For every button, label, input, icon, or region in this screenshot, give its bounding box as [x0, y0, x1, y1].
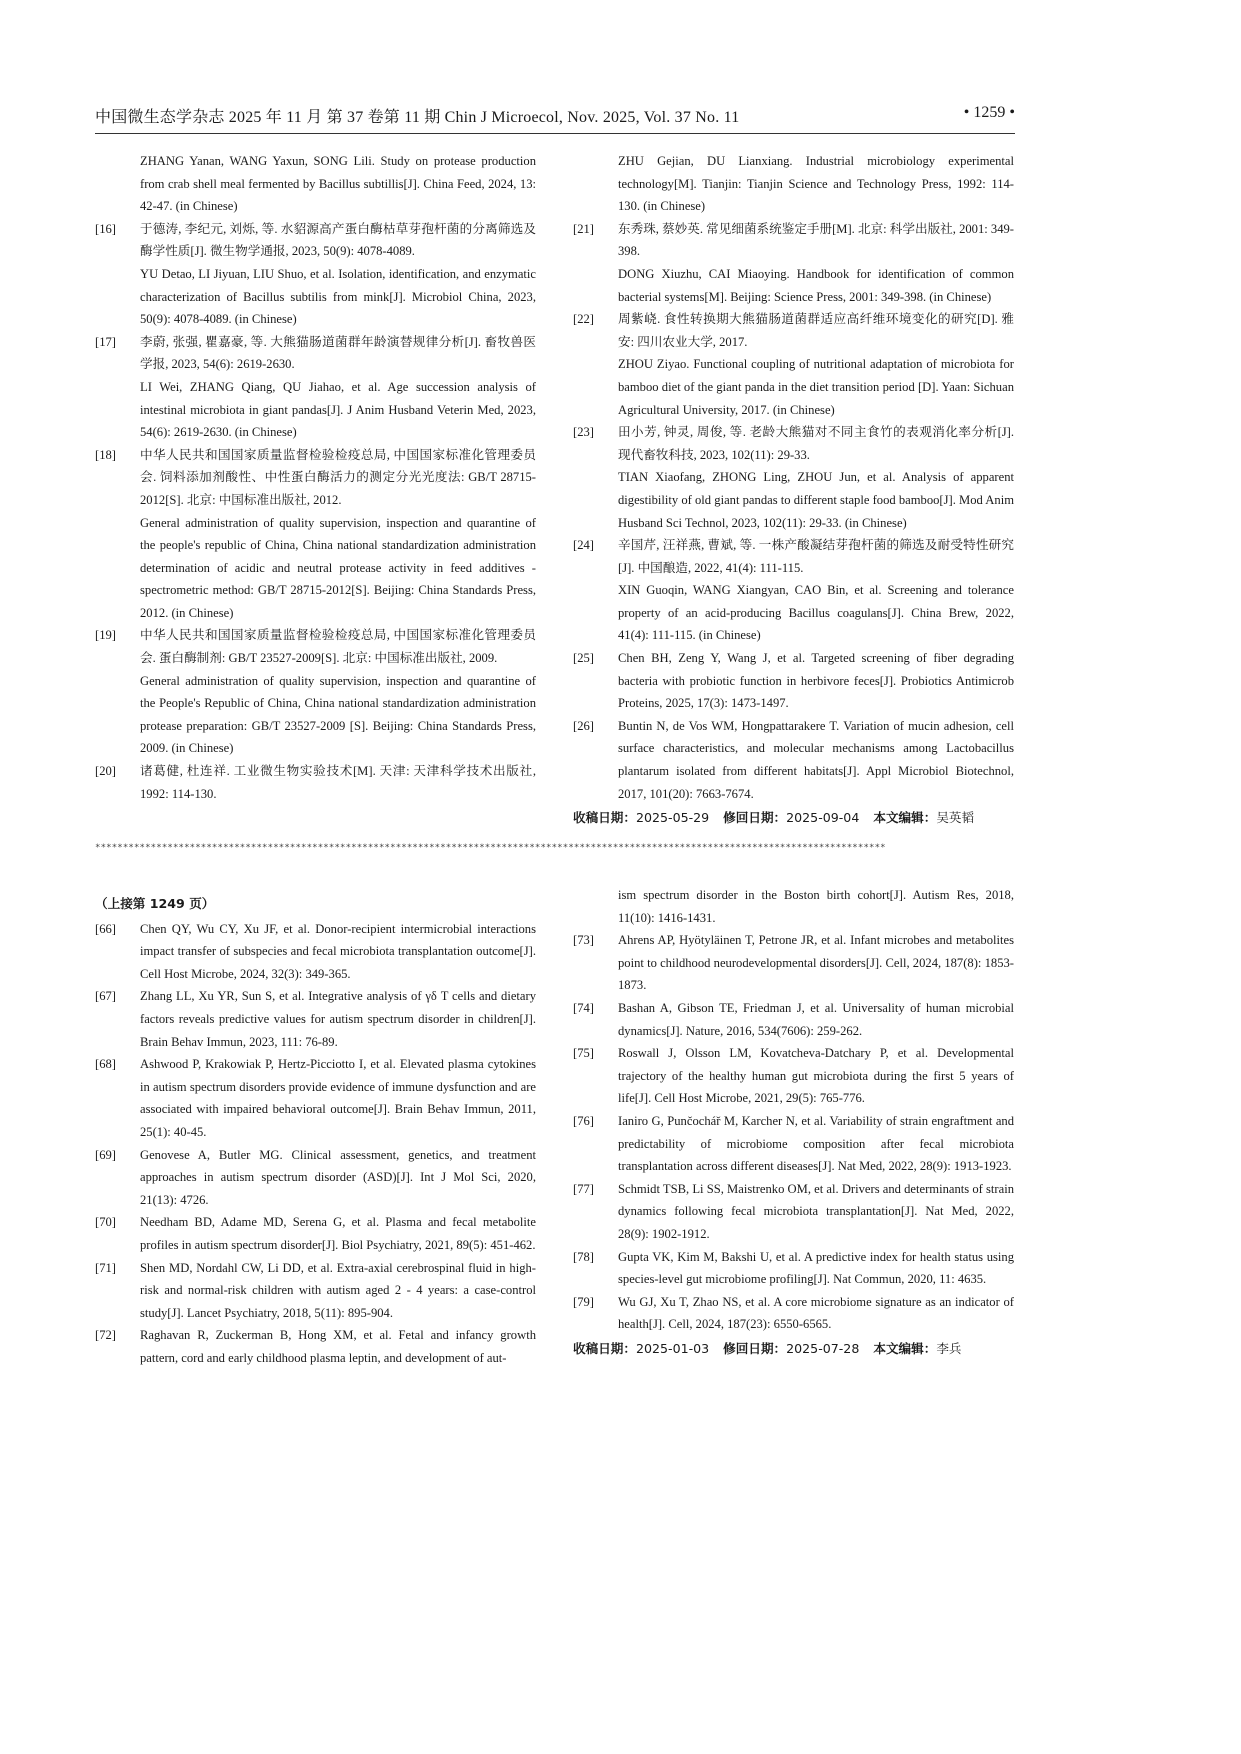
reference-text: Needham BD, Adame MD, Serena G, et al. Plasma and fecal metabolite profiles in autism spectrum disorder[J]. Biol Psychiatry, 2021, 89(5): 451-462.: [140, 1215, 536, 1252]
reference-number: [77]: [573, 1181, 594, 1196]
reference-number: [69]: [95, 1147, 116, 1162]
page-number: • 1259 •: [963, 104, 1015, 121]
reference-continuation: [573, 150, 1014, 218]
reference-item: [95, 760, 536, 805]
reference-text: LI Wei, ZHANG Qiang, QU Jiahao, et al. Age succession analysis of intestinal microbiota in giant pandas[J]. J Anim Husband Veterin Med, 2023, 54(6): 2619-2630. (in Chinese): [140, 379, 536, 440]
article-dates: [573, 807, 1014, 830]
reference-text: Zhang LL, Xu YR, Sun S, et al. Integrative analysis of γδ T cells and dietary factors reveals predictive values for autism spectrum disorder in children[J]. Brain Behav Immun, 2023, 111: 76-89.: [140, 989, 536, 1049]
reference-text: ZHANG Yanan, WANG Yaxun, SONG Lili. Study on protease production from crab shell meal fermented by Bacillus subtillis[J]. China Feed, 2024, 13: 42-47. (in Chinese): [140, 154, 536, 214]
reference-item: [573, 1291, 1014, 1336]
continued-note: [95, 893, 536, 916]
revised-date: 2025-09-04: [786, 810, 860, 826]
editor-name: 李兵: [936, 1340, 962, 1356]
revised-date: 2025-07-28: [786, 1340, 860, 1356]
reference-text: Chen BH, Zeng Y, Wang J, et al. Targeted screening of fiber degrading bacteria with probiotic function in herbivore feces[J]. Probiotics Antimicrob Proteins, 2025, 17(3): 1473-1497.: [618, 651, 1014, 711]
reference-item: [95, 985, 536, 1053]
reference-item: [573, 647, 1014, 715]
reference-number: [68]: [95, 1057, 116, 1072]
reference-item: [95, 1324, 536, 1369]
reference-text: TIAN Xiaofang, ZHONG Ling, ZHOU Jun, et al. Analysis of apparent digestibility of old giant pandas to different staple food bamboo[J]. Mod Anim Husband Sci Technol, 2023, 102(11): 29-33. (in Chinese): [618, 470, 1014, 530]
revised-date-label: 修回日期：: [723, 1340, 787, 1356]
received-date-label: 收稿日期：: [573, 1340, 636, 1356]
upper-left-column: [95, 150, 536, 805]
reference-text: 中华人民共和国国家质量监督检验检疫总局, 中国国家标准化管理委员会. 蛋白酶制剂: GB/T 23527-2009[S]. 北京: 中国标准出版社, 2009.: [140, 628, 536, 666]
received-date: 2025-01-03: [635, 1340, 710, 1356]
reference-item: [95, 218, 536, 331]
reference-text: Gupta VK, Kim M, Bakshi U, et al. A predictive index for health status using species-level gut microbiome profiling[J]. Nat Commun, 2020, 11: 4635.: [618, 1249, 1014, 1287]
reference-text: Shen MD, Nordahl CW, Li DD, et al. Extra-axial cerebrospinal fluid in high-risk and normal-risk children with autism aged 2 - 4 years: a case-control study[J]. Lancet Psychiatry, 2018, 5(11): 895-904.: [140, 1260, 536, 1320]
reference-item: [573, 929, 1014, 997]
reference-number: [16]: [95, 221, 116, 236]
journal-header-text: 中国微生态学杂志 2025 年 11 月 第 37 卷第 11 期 Chin J Microecol, Nov. 2025, Vol. 37 No. 11: [95, 109, 740, 126]
reference-number: [18]: [95, 447, 116, 462]
reference-text: 李蔚, 张强, 瞿嘉豪, 等. 大熊猫肠道菌群年龄演替规律分析[J]. 畜牧兽医学报, 2023, 54(6): 2619-2630.: [140, 334, 536, 372]
reference-number: [19]: [95, 628, 116, 643]
reference-text: YU Detao, LI Jiyuan, LIU Shuo, et al. Isolation, identification, and enzymatic characterization of Bacillus subtilis from mink[J]. Microbiol China, 2023, 50(9): 4078-4089. (in Chinese): [140, 266, 536, 327]
reference-text: ism spectrum disorder in the Boston birth cohort[J]. Autism Res, 2018, 11(10): 1416-1431.: [618, 888, 1014, 925]
reference-item: [95, 624, 536, 760]
reference-number: [21]: [573, 221, 594, 236]
reference-number: [25]: [573, 651, 594, 666]
reference-text: Bashan A, Gibson TE, Friedman J, et al. Universality of human microbial dynamics[J]. Nature, 2016, 534(7606): 259-262.: [618, 1000, 1014, 1038]
editor-label: 本文编辑：: [873, 1340, 937, 1356]
reference-item: [573, 1110, 1014, 1178]
reference-text: General administration of quality supervision, inspection and quarantine of the People's Republic of China, China national standardization administration protease preparation: GB/T 23527-2009 [S]. Beijing: China Standards Press, 2009. (in Chinese): [140, 673, 536, 756]
reference-number: [26]: [573, 718, 594, 733]
reference-text: 周紫峣. 食性转换期大熊猫肠道菌群适应高纤维环境变化的研究[D]. 雅安: 四川农业大学, 2017.: [618, 312, 1014, 349]
continued-note-label: （上接第 1249 页）: [95, 896, 215, 911]
reference-text: Ashwood P, Krakowiak P, Hertz-Picciotto I, et al. Elevated plasma cytokines in autism spectrum disorders provide evidence of immune dysfunction and are associated with impaired behavioral outcome[J]. Brain Behav Immun, 2011, 25(1): 40-45.: [140, 1057, 536, 1139]
reference-text: DONG Xiuzhu, CAI Miaoying. Handbook for identification of common bacterial systems[M]. Beijing: Science Press, 2001: 349-398. (in Chinese): [618, 266, 1014, 304]
received-date: 2025-05-29: [635, 810, 710, 826]
reference-text: 东秀珠, 蔡妙英. 常见细菌系统鉴定手册[M]. 北京: 科学出版社, 2001: 349-398.: [618, 221, 1014, 259]
reference-number: [73]: [573, 933, 594, 948]
reference-number: [71]: [95, 1260, 116, 1275]
reference-text: Ianiro G, Punčochář M, Karcher N, et al. Variability of strain engraftment and predictability of microbiome composition after fecal microbiota transplantation across different diseases[J]. Nat Med, 2022, 28(9): 1913-1923.: [618, 1113, 1014, 1174]
reference-number: [22]: [573, 312, 594, 327]
section-divider: **********************************************************************************************************************************************: [95, 843, 886, 853]
reference-text: Roswall J, Olsson LM, Kovatcheva-Datchary P, et al. Developmental trajectory of the healthy human gut microbiota during the first 5 years of life[J]. Cell Host Microbe, 2021, 29(5): 765-776.: [618, 1046, 1014, 1106]
reference-continuation: [95, 150, 536, 218]
editor-name: 吴英韬: [936, 810, 975, 826]
revised-date-label: 修回日期：: [723, 810, 787, 826]
reference-item: [573, 534, 1014, 647]
reference-number: [67]: [95, 989, 116, 1004]
upper-right-column: [573, 150, 1014, 830]
reference-number: [17]: [95, 334, 116, 349]
reference-text: Buntin N, de Vos WM, Hongpattarakere T. Variation of mucin adhesion, cell surface characteristics, and molecular mechanisms among Lactobacillus plantarum isolated from different habitats[J]. Appl Microbiol Biotechnol, 2017, 101(20): 7663-7674.: [618, 718, 1014, 801]
reference-text: XIN Guoqin, WANG Xiangyan, CAO Bin, et al. Screening and tolerance property of an acid-producing Bacillus coagulans[J]. China Brew, 2022, 41(4): 111-115. (in Chinese): [618, 583, 1014, 643]
reference-text: Chen QY, Wu CY, Xu JF, et al. Donor-recipient intermicrobial interactions impact transfer of subspecies and fecal microbiota transplantation outcome[J]. Cell Host Microbe, 2024, 32(3): 349-365.: [140, 921, 536, 981]
reference-item: [95, 1257, 536, 1325]
reference-item: [95, 331, 536, 444]
reference-text: Schmidt TSB, Li SS, Maistrenko OM, et al. Drivers and determinants of strain dynamics following fecal microbiota transplantation[J]. Nat Med, 2022, 28(9): 1902-1912.: [618, 1181, 1014, 1241]
reference-number: [23]: [573, 425, 594, 440]
article-dates: [573, 1338, 1014, 1361]
reference-number: [74]: [573, 1000, 594, 1015]
lower-left-column: [95, 893, 536, 1369]
reference-item: [573, 715, 1014, 805]
received-date-label: 收稿日期：: [573, 810, 636, 826]
reference-text: 田小芳, 钟灵, 周俊, 等. 老龄大熊猫对不同主食竹的表观消化率分析[J]. 现代畜牧科技, 2023, 102(11): 29-33.: [618, 425, 1014, 462]
reference-number: [76]: [573, 1113, 594, 1128]
reference-text: Genovese A, Butler MG. Clinical assessment, genetics, and treatment approaches in autism spectrum disorder (ASD)[J]. Int J Mol Sci, 2020, 21(13): 4726.: [140, 1147, 536, 1207]
header-rule: [95, 133, 1015, 134]
reference-item: [573, 1178, 1014, 1246]
editor-label: 本文编辑：: [873, 810, 937, 826]
reference-number: [78]: [573, 1249, 594, 1264]
reference-text: Raghavan R, Zuckerman B, Hong XM, et al. Fetal and infancy growth pattern, cord and early childhood plasma leptin, and development of aut-: [140, 1328, 536, 1365]
reference-item: [95, 444, 536, 625]
reference-item: [573, 1042, 1014, 1110]
reference-number: [66]: [95, 921, 116, 936]
reference-number: [79]: [573, 1294, 594, 1309]
reference-text: General administration of quality supervision, inspection and quarantine of the people's republic of China, China national standardization administration determination of acidic and neutral protease activity in feed additives - spectrometric method: GB/T 28715-2012[S]. Beijing: China Standards Press, 2012. (in Chinese): [140, 515, 536, 620]
lower-right-column: [573, 884, 1014, 1360]
reference-number: [75]: [573, 1046, 594, 1061]
reference-item: [573, 308, 1014, 421]
reference-item: [573, 218, 1014, 308]
reference-item: [573, 1246, 1014, 1291]
reference-text: 诸葛健, 杜连祥. 工业微生物实验技术[M]. 天津: 天津科学技术出版社, 1992: 114-130.: [140, 764, 536, 801]
reference-text: ZHU Gejian, DU Lianxiang. Industrial microbiology experimental technology[M]. Tianjin: Tianjin Science and Technology Press, 1992: 114-130. (in Chinese): [618, 154, 1014, 214]
reference-number: [70]: [95, 1215, 116, 1230]
reference-number: [72]: [95, 1328, 116, 1343]
reference-text: 辛国芹, 汪祥燕, 曹斌, 等. 一株产酸凝结芽孢杆菌的筛选及耐受特性研究[J]. 中国酿造, 2022, 41(4): 111-115.: [618, 538, 1014, 575]
running-header: [95, 104, 1015, 128]
reference-text: Ahrens AP, Hyötyläinen T, Petrone JR, et al. Infant microbes and metabolites point to childhood neurodevelopmental disorders[J]. Cell, 2024, 187(8): 1853-1873.: [618, 933, 1014, 993]
reference-number: [20]: [95, 764, 116, 779]
reference-item: [573, 997, 1014, 1042]
reference-item: [95, 1211, 536, 1256]
reference-continuation: [573, 884, 1014, 929]
reference-item: [95, 918, 536, 986]
reference-item: [95, 1144, 536, 1212]
reference-item: [95, 1053, 536, 1143]
reference-text: 中华人民共和国国家质量监督检验检疫总局, 中国国家标准化管理委员会. 饲料添加剂酸性、中性蛋白酶活力的测定分光光度法: GB/T 28715-2012[S]. 北京: 中国标准出版社, 2012.: [140, 447, 536, 507]
reference-number: [24]: [573, 538, 594, 553]
reference-text: Wu GJ, Xu T, Zhao NS, et al. A core microbiome signature as an indicator of health[J]. Cell, 2024, 187(23): 6550-6565.: [618, 1294, 1014, 1332]
reference-text: 于德涛, 李纪元, 刘烁, 等. 水貂源高产蛋白酶枯草芽孢杆菌的分离筛选及酶学性质[J]. 微生物学通报, 2023, 50(9): 4078-4089.: [140, 221, 536, 259]
reference-item: [573, 421, 1014, 534]
reference-text: ZHOU Ziyao. Functional coupling of nutritional adaptation of microbiota for bamboo diet of the giant panda in the diet transition period [D]. Yaan: Sichuan Agricultural University, 2017. (in Chinese): [618, 357, 1014, 417]
